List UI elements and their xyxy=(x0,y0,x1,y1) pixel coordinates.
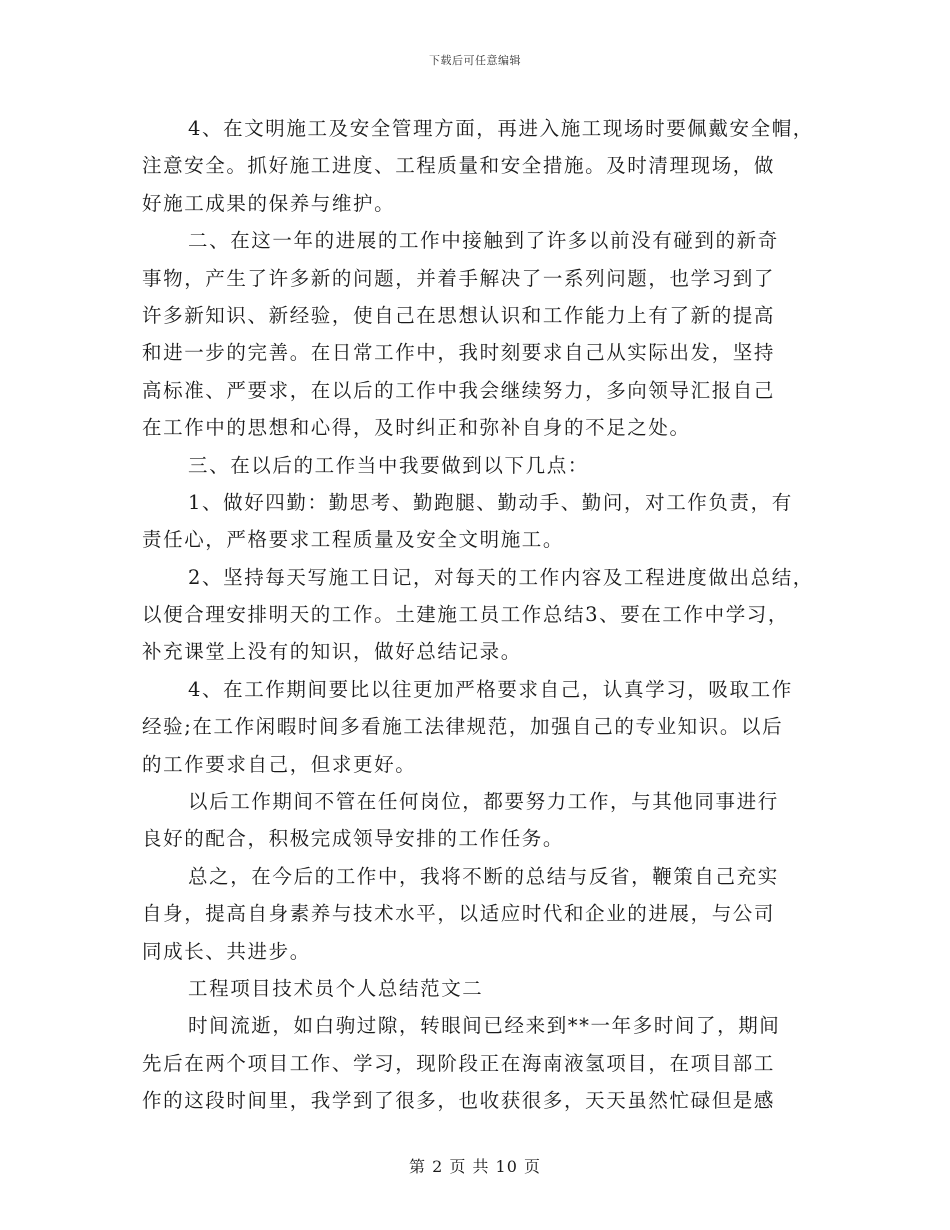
text-line: 4、在工作期间要比以往更加严格要求自己，认真学习，吸取工作 xyxy=(188,677,793,701)
text-line: 作的这段时间里，我学到了很多，也收获很多，天天虽然忙碌但是感 xyxy=(142,1089,776,1113)
text-line: 注意安全。抓好施工进度、工程质量和安全措施。及时清理现场，做 xyxy=(142,154,776,178)
footer-prefix: 第 xyxy=(408,1157,426,1176)
text-line: 二、在这一年的进展的工作中接触到了许多以前没有碰到的新奇 xyxy=(188,229,779,253)
header-text: 下载后可任意编辑 xyxy=(429,54,521,67)
text-line: 高标准、严要求，在以后的工作中我会继续努力，多向领导汇报自己 xyxy=(142,378,776,402)
text-line: 4、在文明施工及安全管理方面，再进入施工现场时要佩戴安全帽， xyxy=(188,117,814,140)
text-line: 2、坚持每天写施工日记，对每天的工作内容及工程进度做出总结， xyxy=(188,565,814,589)
text-line: 经验;在工作闲暇时间多看施工法律规范，加强自己的专业知识。以后 xyxy=(142,715,784,739)
footer-suffix: 页 xyxy=(524,1157,542,1176)
text-line: 补充课堂上没有的知识，做好总结记录。 xyxy=(142,640,522,664)
text-line: 和进一步的完善。在日常工作中，我时刻要求自己从实际出发，坚持 xyxy=(142,341,776,365)
text-line: 事物，产生了许多新的问题，并着手解决了一系列问题，也学习到了 xyxy=(142,266,776,290)
section-heading: 工程项目技术员个人总结范文二 xyxy=(188,976,484,1000)
text-line: 三、在以后的工作当中我要做到以下几点： xyxy=(188,453,589,477)
text-line: 在工作中的思想和心得，及时纠正和弥补自身的不足之处。 xyxy=(142,416,691,440)
text-line: 以后工作期间不管在任何岗位，都要努力工作，与其他同事进行 xyxy=(188,790,779,814)
text-line: 良好的配合，积极完成领导安排的工作任务。 xyxy=(142,827,565,851)
text-line: 先后在两个项目工作、学习，现阶段正在海南液氢项目，在项目部工 xyxy=(142,1051,776,1075)
footer-total-pages: 10 xyxy=(495,1157,518,1176)
page-footer xyxy=(0,1154,950,1177)
text-line: 同成长、共进步。 xyxy=(142,939,311,963)
text-line: 以便合理安排明天的工作。土建施工员工作总结3、要在工作中学习， xyxy=(142,603,790,627)
text-line: 自身，提高自身素养与技术水平，以适应时代和企业的进展，与公司 xyxy=(142,902,776,926)
text-line: 的工作要求自己，但求更好。 xyxy=(142,752,417,776)
text-line: 1、做好四勤：勤思考、勤跑腿、勤动手、勤问，对工作负责，有 xyxy=(188,490,793,514)
text-line: 许多新知识、新经验，使自己在思想认识和工作能力上有了新的提高 xyxy=(142,303,776,327)
text-line: 责任心，严格要求工程质量及安全文明施工。 xyxy=(142,528,565,552)
document-body xyxy=(142,110,812,1120)
text-line: 时间流逝，如白驹过隙，转眼间已经来到**一年多时间了，期间 xyxy=(188,1014,781,1038)
page-header xyxy=(0,52,950,68)
footer-current-page: 2 xyxy=(432,1157,444,1176)
footer-middle: 页 共 xyxy=(449,1157,490,1176)
text-line: 好施工成果的保养与维护。 xyxy=(142,191,396,215)
text-line: 总之，在今后的工作中，我将不断的总结与反省，鞭策自己充实 xyxy=(188,864,779,888)
